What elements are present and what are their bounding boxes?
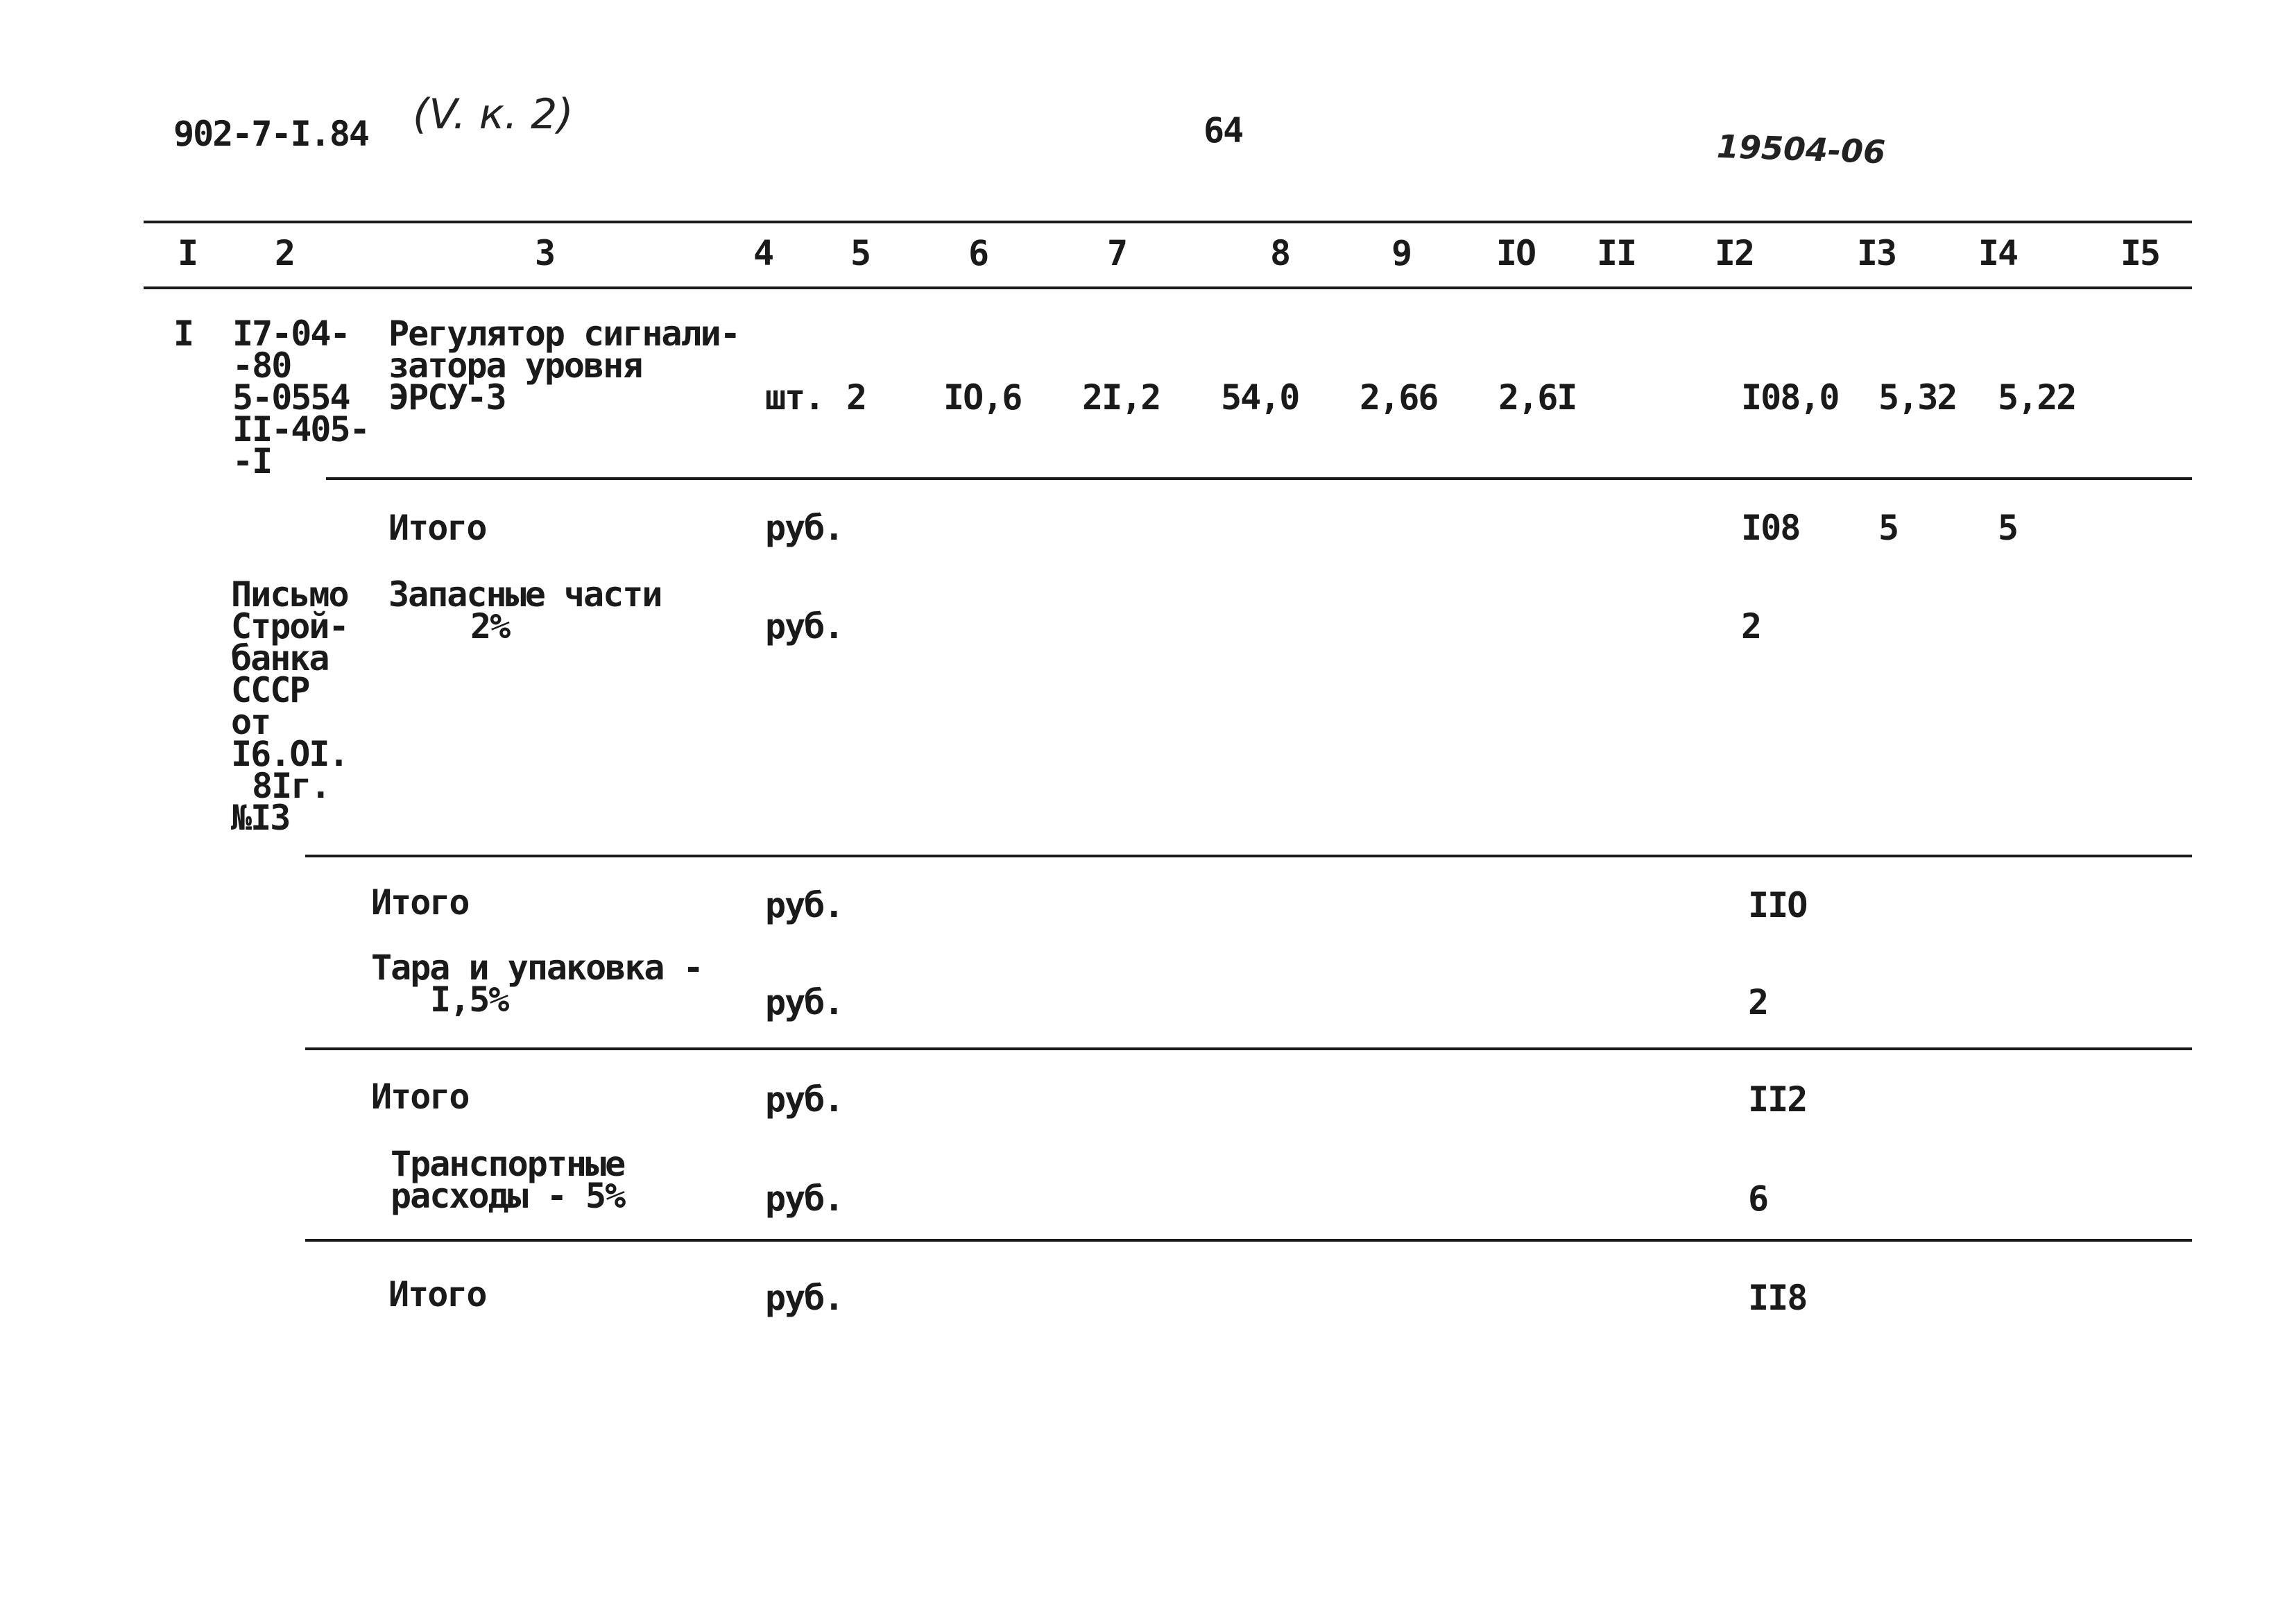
subtotal-unit: руб. xyxy=(765,885,843,925)
column-header: 9 xyxy=(1391,233,1412,273)
spares-source-line: банка xyxy=(231,638,329,678)
column-header: I2 xyxy=(1714,233,1754,273)
page-number: 64 xyxy=(1203,110,1243,151)
subtotal-col-13: 5 xyxy=(1878,508,1899,548)
spares-col-12: 2 xyxy=(1741,606,1761,647)
item-name-line: затора уровня xyxy=(388,345,642,386)
column-header: 6 xyxy=(968,233,988,273)
column-header: I5 xyxy=(2120,233,2160,273)
item-code-line: I7-04- xyxy=(232,314,350,354)
item-quantity: 2 xyxy=(846,377,866,418)
spares-source-line: Письмо xyxy=(231,574,348,615)
column-header: 2 xyxy=(274,233,295,273)
row-divider xyxy=(305,1047,2192,1050)
spares-unit: руб. xyxy=(765,606,843,647)
item-code-line: -80 xyxy=(232,345,291,386)
item-col-10: 2,6I xyxy=(1498,377,1577,418)
item-col-12: I08,0 xyxy=(1741,377,1839,418)
item-name-line: ЭРСУ-3 xyxy=(388,377,506,418)
item-name-line: Регулятор сигнали- xyxy=(388,314,739,354)
spares-source-line: 8Iг. xyxy=(252,766,330,806)
item-position: I xyxy=(173,314,194,354)
spares-source-line: I6.OI. xyxy=(231,734,348,774)
spares-source-line: СССР xyxy=(231,670,309,710)
column-header: I xyxy=(177,233,198,273)
subtotal-col-14: 5 xyxy=(1998,508,2018,548)
subtotal-col-12: I08 xyxy=(1741,508,1800,548)
spares-source-line: Строй- xyxy=(231,606,348,647)
column-header: I4 xyxy=(1978,233,2018,273)
item-unit: шт. xyxy=(765,377,824,418)
packaging-label-line: I,5% xyxy=(430,979,508,1020)
subtotal-label: Итого xyxy=(388,508,486,548)
header-top-rule xyxy=(144,221,2192,223)
spares-label-line: Запасные части xyxy=(388,574,662,615)
column-header: 3 xyxy=(534,233,555,273)
transport-label-line: расходы - 5% xyxy=(391,1176,625,1216)
spares-source-line: №I3 xyxy=(231,798,290,838)
column-header: IO xyxy=(1496,233,1536,273)
transport-unit: руб. xyxy=(765,1179,843,1219)
column-header: 4 xyxy=(753,233,773,273)
total-col-12: II8 xyxy=(1748,1278,1807,1318)
spares-source-line: от xyxy=(231,702,271,742)
item-code-line: -I xyxy=(232,441,272,481)
column-header: II xyxy=(1596,233,1636,273)
item-col-13: 5,32 xyxy=(1878,377,1957,418)
subtotal-label: Итого xyxy=(371,882,469,923)
total-unit: руб. xyxy=(765,1278,843,1318)
header-bottom-rule xyxy=(144,286,2192,289)
transport-label-line: Транспортные xyxy=(391,1144,625,1184)
column-header: 7 xyxy=(1106,233,1127,273)
row-divider xyxy=(326,477,2192,480)
column-header: 5 xyxy=(850,233,871,273)
archive-number: 19504-06 xyxy=(1716,127,1887,171)
row-divider xyxy=(305,855,2192,857)
transport-col-12: 6 xyxy=(1748,1179,1768,1219)
subtotal-col-12: II2 xyxy=(1748,1079,1807,1120)
item-col-7: 2I,2 xyxy=(1082,377,1160,418)
packaging-col-12: 2 xyxy=(1748,982,1768,1022)
packaging-label-line: Тара и упаковка - xyxy=(371,948,703,988)
total-label: Итого xyxy=(388,1274,486,1315)
handwritten-note: (V. к. 2) xyxy=(413,90,574,139)
subtotal-label: Итого xyxy=(371,1077,469,1117)
document-code: 902-7-I.84 xyxy=(173,114,369,154)
item-col-14: 5,22 xyxy=(1998,377,2076,418)
spares-label-line: 2% xyxy=(470,606,510,647)
row-divider xyxy=(305,1239,2192,1242)
item-col-6: IO,6 xyxy=(943,377,1022,418)
item-col-9: 2,66 xyxy=(1360,377,1438,418)
column-header: 8 xyxy=(1269,233,1290,273)
item-code-line: II-405- xyxy=(232,409,369,450)
subtotal-col-12: IIO xyxy=(1748,885,1807,925)
column-header: I3 xyxy=(1856,233,1896,273)
subtotal-unit: руб. xyxy=(765,508,843,548)
item-col-8: 54,0 xyxy=(1221,377,1299,418)
subtotal-unit: руб. xyxy=(765,1079,843,1120)
packaging-unit: руб. xyxy=(765,982,843,1022)
item-code-line: 5-0554 xyxy=(232,377,350,418)
